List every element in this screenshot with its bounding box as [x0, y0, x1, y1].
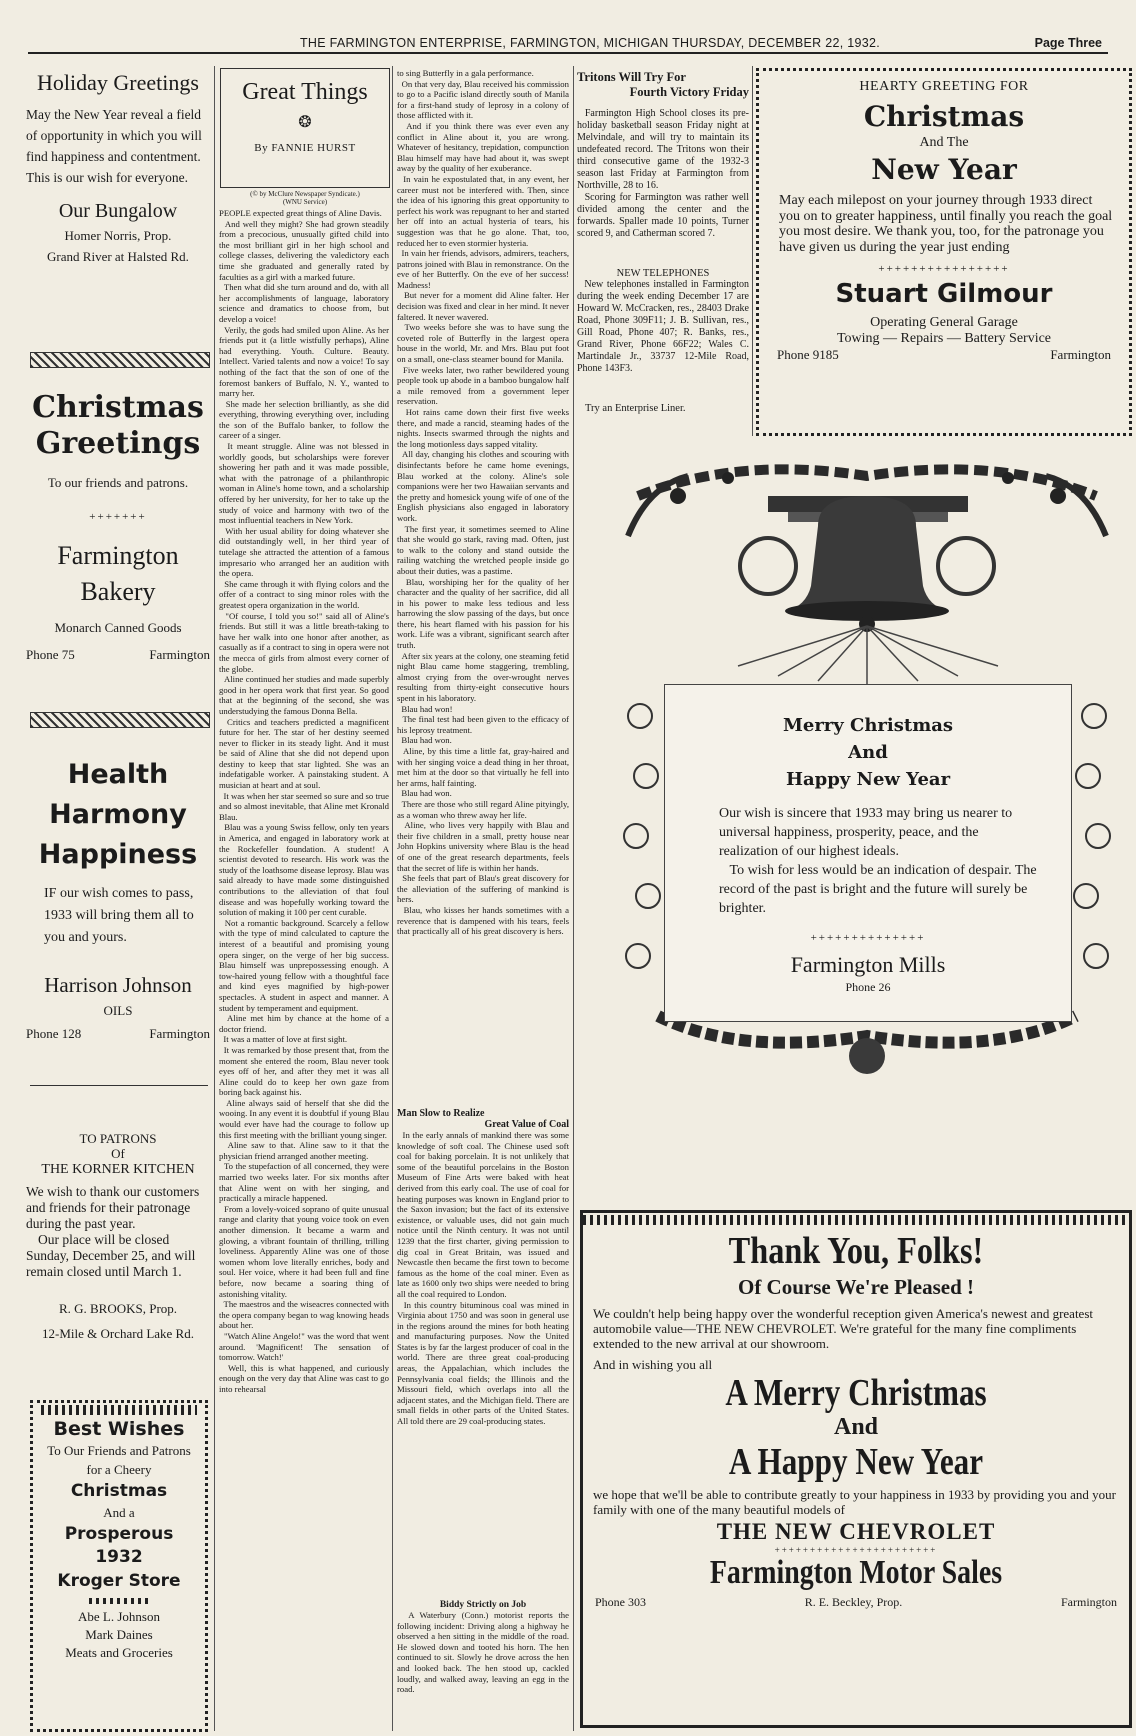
- phone: Phone 75: [26, 647, 75, 662]
- telephones-article: [577, 268, 752, 414]
- korner-kitchen-ad: [26, 1130, 210, 1342]
- kroger-ad: [30, 1400, 208, 1732]
- ad-heading-line1: Christmas: [32, 390, 204, 425]
- phone: Phone 303: [595, 1595, 646, 1609]
- phone: Phone 128: [26, 1026, 82, 1041]
- ad-body-2: Our place will be closed Sunday, December 25, and will remain closed until March 1.: [26, 1232, 196, 1279]
- mills-text-box: [664, 684, 1072, 1022]
- heading-christmas: Christmas: [863, 100, 1025, 133]
- page-number: Page Three: [1034, 36, 1102, 50]
- story-byline: By FANNIE HURST: [254, 142, 356, 154]
- masthead: [0, 32, 1136, 62]
- ornament-border: [30, 712, 210, 728]
- proprietor: Homer Norris, Prop.: [64, 228, 172, 243]
- story-column-2: to sing Butterfly in a gala performance. On that very day, Blau received his commission to go to a Pacific island directly south of Manila for a first-hand study of leprosy in a colony of those afflicted with it. And if you think there was ever even any conflict in Aline about it, you are wrong. Whatever of hesitancy, trepidation, compunction Blau himself may have had about it, was swept away by the quality of her exuberance. In vain he expostulated that, in any event, her career must not be interfered with. Then, since the idea of his ignoring this great opportunity to perfect his work was repugnant to her and started her off into an actual hysteria of tears, his suggestion was that he go alone. That, too, reduced her to even stormier hysteria. In vain her friends, advisors, admirers, teachers, patrons joined with Blau in remonstrance. On the eve of her Butterfly. On the eve of her success! Madness! But never for a moment did Aline falter. Her decision was fixed and clear in her mind. It never faltered. It never wavered. Two weeks before she was to have sung the coveted role of Butterfly in the largest opera house in the world, Mr. and Mrs. Blau put foot on a small, one-class steamer bound for Manila. Five weeks later, two rather bewildered young people took up abode in a bamboo bungalow half a mile removed from a government leper reservation. Hot rains came down their first five weeks there, and made a rancid, steaming hades of the nights. Insects swarmed through the nights and the long motionless days sapped vitality. All day, changing his clothes and scouring with disinfectants before he came home evenings, Blau worked at the colony. Aline's sole companions were her two Hawaiian servants and the pretty and homesick young wife of one of the English physicians also engaged in laboratory work. The first year, it sometimes seemed to Aline that she would go stark, raving mad. Often, just to walk to the colony and stand outside the railing watching the wretched people inside go about their duties, was a pastime. Blau, worshiping her for the quality of her character and the quality of her sacrifice, did all in his power to make less tedious and less harrowing the slow passing of the days, but once there, his heart flamed with his passion for his work. Life was a vibrant, significant search after truth. After six years at the colony, one steaming fetid night Blau came home staggering, trembling, almost crying from the over-wrought nerves resulting from thirty-eight consecutive hours spent in his laboratory. Blau had won! The final test had been given to the efficacy of his leprosy treatment. Blau had won. Aline, by this time a little fat, gray-haired and with her singing voice a dead thing in her throat, met him at the door so that virtually he fell into her arms, half fainting. Blau had won. There are those who still regard Aline pityingly, as a woman who threw away her life. Aline, who lives very happily with Blau and their five children in a small, pretty house near John Hopkins university where Blau is the head of one of the great research departments, feels that the secret of life is within her hands. She feels that part of Blau's great discovery for the alleviation of the suffering of mankind is hers. Blau, who kisses her hands sometimes with a reverence that is dampened with his tears, feels that practically all of his great discovery is hers.: [397, 68, 570, 937]
- address: Grand River at Halsted Rd.: [47, 249, 189, 264]
- biddy-article: [397, 1600, 572, 1720]
- proprietor: R. E. Beckley, Prop.: [804, 1595, 903, 1609]
- heading-merry-christmas: A Merry Christmas: [725, 1372, 987, 1414]
- ornament-border: [30, 352, 210, 368]
- article-headline: NEW TELEPHONES: [616, 268, 710, 279]
- business-name-line1: Farmington: [57, 541, 179, 570]
- line: And a: [103, 1505, 135, 1520]
- line: for a Cheery: [86, 1462, 152, 1477]
- column-rule: [214, 66, 215, 1731]
- ad-heading-line2: Greetings: [35, 426, 201, 461]
- heading-and: And: [848, 742, 888, 763]
- masthead-rule: [28, 52, 1108, 54]
- town: Farmington: [149, 1026, 210, 1041]
- heading-and: And The: [919, 135, 969, 150]
- heading-happy-new-year: A Happy New Year: [728, 1441, 984, 1483]
- heading: Merry Christmas: [782, 715, 954, 736]
- business-name: Kroger Store: [57, 1571, 181, 1591]
- ornament-border: [89, 1598, 149, 1604]
- goods-line: Monarch Canned Goods: [54, 620, 182, 635]
- heading-harmony: Harmony: [49, 799, 187, 830]
- subheading: Of Course We're Pleased !: [737, 1275, 974, 1299]
- ornament-border: [583, 1215, 1129, 1225]
- gilmour-ad: [756, 68, 1132, 436]
- tritons-article: [577, 70, 749, 256]
- heading-line3: THE KORNER KITCHEN: [41, 1162, 195, 1177]
- ad-body: To our friends and patrons.: [47, 475, 189, 490]
- business-name: Our Bungalow: [58, 200, 178, 222]
- ad-body: Our wish is sincere that 1933 may bring us nearer to universal happiness, prosperity, peace, and the realization of our highest ideals. To wish for less would be an indication of despair. The record of the past is bright and the future will surely be brighter.: [719, 806, 1037, 916]
- business-name-line2: Bakery: [80, 577, 156, 606]
- name-line: Mark Daines: [85, 1627, 153, 1642]
- proprietor: R. G. BROOKS, Prop.: [58, 1301, 178, 1316]
- heading-line1: TO PATRONS: [79, 1131, 157, 1146]
- subtitle: Operating General Garage: [870, 315, 1018, 330]
- phone: Phone 26: [845, 980, 891, 994]
- motor-sales-ad: [580, 1210, 1132, 1728]
- coal-article: [397, 1108, 569, 1560]
- business-name: Stuart Gilmour: [835, 279, 1053, 309]
- story-header-box: [220, 68, 390, 188]
- name-line: Abe L. Johnson: [78, 1609, 160, 1624]
- article-body: New telephones installed in Farmington during the week ending December 17 are Howard W. McCracken, res., 28403 Drake Road, Phone 309F11; J. B. Sullivan, res., Gill Road, Phone 407; R. Banks, res., Grand River, Phone 66F22; Wales C. Martindale Jr., 33737 12-Mile Road, Phone 143F3.: [577, 279, 752, 374]
- ornament-border: [41, 1405, 197, 1415]
- heading-health: Health: [67, 759, 169, 790]
- ad-body: May the New Year reveal a field of opportunity in which you will find happiness and contentment. This is our wish for everyone.: [26, 107, 202, 185]
- town: Farmington: [149, 647, 210, 662]
- article-headline: Man Slow to Realize: [397, 1108, 485, 1119]
- heading: HEARTY GREETING FOR: [859, 79, 1029, 94]
- heading: Thank You, Folks!: [728, 1230, 984, 1272]
- cross-divider: ++++++++++++++++: [878, 263, 1010, 275]
- cross-divider: +++++++: [89, 511, 147, 523]
- article-headline: Tritons Will Try For: [577, 70, 686, 84]
- ad-body: We wish to thank our customers and friends for their patronage during the past year.: [26, 1184, 200, 1231]
- ad-heading: Holiday Greetings: [37, 70, 199, 95]
- business-name: Harrison Johnson: [44, 973, 192, 997]
- article-headline-2: Great Value of Coal: [484, 1119, 569, 1130]
- harrison-ad: [26, 755, 210, 1042]
- divider: [30, 1085, 208, 1086]
- model-name: THE NEW CHEVROLET: [716, 1519, 996, 1544]
- services: Towing — Repairs — Battery Service: [836, 331, 1052, 346]
- column-rule: [573, 66, 574, 1731]
- story-column-1: PEOPLE expected great things of Aline Davis. And well they might? She had grown steadily from a precocious, unusually gifted child into the most brilliant girl in her high school and college classes, delivering the valedictory each time she graduated and generally rated by faculties as a girl with a marked future. Then what did she turn around and do, with all her accomplishments of language, laboratory science and dramatics to choose from, but develop a voice! Verily, the gods had smiled upon Aline. As her friends put it (a little wistfully perhaps), Aline had everything. Youth. Culture. Beauty. Intellect. Varied talents and now a voice! To say nothing of the fact that the son of one of the foremost bankers of Buffalo, N. Y., wanted to marry her. She made her selection brilliantly, as she did everything, throwing everything over, including the son of the Buffalo banker, to follow the career of a singer. It meant struggle. Aline was not blessed in worldly goods, but scholarships were forever showering her path and it was made possible, what with the patronage of a philanthropic woman in Aline's home town, and a scholarship offered by her university, for her to take up the study of voice and harmony with two of the most influential teachers in New York. With her usual ability for doing whatever she did outstandingly well, in her third year of tutelage she attracted the attention of a famous impresario who arranged her an audition with the opera. She came through it with flying colors and the offer of a contract to sing minor roles with the greatest opera organization in the world. "Of course, I told you so!" said all of Aline's friends. But still it was a little breath-taking to have her walk into one honor after another, as casually as if a contract to sing in opera were not the mecca of girls from almost every corner of the globe. Aline continued her studies and made superbly good in her opera work that first year. So good that at the beginning of the second, she was understudying the famous Donna Bella. Critics and teachers predicted a magnificent future for her. The star of her destiny seemed never to flicker in its steady light. And it must be said of Aline that she did not depend upon destiny to keep that star lighted. She was an indefatigable worker. A painstaking student. A musician at heart and at soul. It was when her star seemed so sure and so true and so almost inevitable, that Aline met Kronald Blau. Blau was a young Swiss fellow, only ten years in America, and engaged in laboratory work at the Rockefeller foundation. A student! A scientist devoted to research. His work was the study of the loathsome disease leprosy. Blau was said already to have made some distinguished contributions to the alleviation of that foul disease and was hopefully working toward the solution of making it 100 per cent curable. Not a romantic background. Scarcely a fellow with the type of mind calculated to capture the interest of a beautiful and promising young opera singer, on the verge of her big success. Blau himself was unprepossessing enough. A tow-haired young fellow with a thoughtful face and kind eyes magnified by high-power spectacles. A student in aspect and manner. A student by temperament and equipment. Aline met him by chance at the home of a doctor friend. It was a matter of love at first sight. It was remarked by those present that, from the moment she entered the room, Blau never took eyes off of her, and after they met it was all Aline could do to keep her own gaze from boring back against his. Aline always said of herself that she did the wooing. In any event it is doubtful if young Blau would ever have had the courage to follow up this first meeting with the brilliant young singer. Aline saw to that. Aline saw to it that the physician friend arranged another meeting. To the stupefaction of all concerned, they were married two weeks later. For six months after that Aline went on with her singing, and practically a miracle happened. From a lovely-voiced soprano of quite unusual range and clarity that young voice took on even another dimension. It became a warm and glowing, a vibrant fountain of thrilling, trilling loveliness. Apparently Aline was one of those women whom love literally enriches, body and soul. Her voice, where it had been full and fine before, now became a soaring thing of astonishing vitality. The maestros and the wiseacres connected with the opera company began to wag knowing heads about her. "Watch Aline Angelo!" was the word that went around. 'Magnificent! The sensation of tomorrow. Watch!' Well, this is what happened, and curiously enough on the very day that Aline was cast to go into rehearsal: [219, 208, 390, 1394]
- heading: Christmas: [70, 1481, 168, 1501]
- story-title: Great Things: [242, 79, 368, 105]
- ad-intro: And in wishing you all: [593, 1357, 713, 1372]
- heading: Best Wishes: [53, 1418, 185, 1440]
- heading: Happy New Year: [785, 769, 951, 790]
- bungalow-ad: [26, 70, 210, 265]
- ad-body: May each milepost on your journey through 1933 direct you on to greater happiness, until finally you reach the goal you most desire. We thank you, too, for the patronage you have given us during the year just ending: [779, 193, 1113, 255]
- column-rule: [392, 66, 393, 1731]
- business-name: Farmington Motor Sales: [709, 1554, 1003, 1591]
- ad-body: IF our wish comes to pass, 1933 will bring them all to you and yours.: [44, 886, 194, 945]
- liner-note: Try an Enterprise Liner.: [585, 403, 686, 414]
- town: Farmington: [1060, 1595, 1117, 1609]
- phone: Phone 9185: [777, 347, 839, 362]
- address: 12-Mile & Orchard Lake Rd.: [42, 1326, 194, 1341]
- article-body: In the early annals of mankind there was some knowledge of soft coal. The Chinese used soft coal for baking porcelain. It is not unlikely that some of the beautiful porcelains in the Boston Museum of Fine Arts were baked with heat derived from this early coal. The use of coal for heating purposes was known in England prior to the Saxon invasion; but the fact of its extensive existence, or valuable uses, did not gain much notice until the Ninth century. It was not until 1239 that the first charter, giving permission to dig coal in Great Britain, was issued and Newcastle then became the first town to become famous as the home of the coal miner. Even as late as 1600 only two ships were needed to bring all the coal required to London. In this country bituminous coal was mined in Virginia about 1750 and was soon in general use in the regions around the mines for both heating and manufacturing purposes. Now the United States is by far the largest producer of coal in the world. There are three great coal-producing areas, the Appalachian, which includes the Pennsylvania coal fields; the Illinois and the Missouri field, which overlaps into all the adjacent states, and the Michigan field. There are small fields in other parts of the United States. All told there are 29 coal-producing states.: [397, 1130, 569, 1427]
- bakery-ad: [26, 390, 210, 663]
- heading-happiness: Happiness: [38, 839, 198, 870]
- cross-divider: ++++++++++++++: [810, 932, 926, 944]
- article-body: A Waterbury (Conn.) motorist reports the following incident: Driving along a highway he observed a hen sitting in the middle of the road. He slowed down and tooted his horn. The hen continued to sit. Slowly he drove across the hen and looked back. The hen stood up, cackled loudly, and walked away, leaving an egg in the road.: [397, 1610, 572, 1695]
- oils-line: OILS: [103, 1003, 133, 1018]
- heading: Prosperous: [64, 1524, 174, 1544]
- year: 1932: [95, 1547, 143, 1567]
- masthead-title: THE FARMINGTON ENTERPRISE, FARMINGTON, MICHIGAN THURSDAY, DECEMBER 22, 1932.: [300, 36, 881, 50]
- ad-body-2: we hope that we'll be able to contribute greatly to your happiness in 1933 by providing you and your family with one of the many beautiful models of: [593, 1487, 1116, 1517]
- heading-and: And: [833, 1414, 879, 1440]
- heading-line2: Of: [111, 1146, 125, 1161]
- syndicate-credit: (© by McClure Newspaper Syndicate.) (WNU Service): [250, 190, 360, 206]
- name-line: Meats and Groceries: [65, 1645, 173, 1660]
- business-name: Farmington Mills: [790, 952, 946, 977]
- heading-new-year: New Year: [871, 153, 1017, 186]
- column-rule: [752, 66, 753, 436]
- ad-body: We couldn't help being happy over the wonderful reception given America's newest and greatest automobile value—THE NEW CHEVROLET. We're grateful for the many fine compliments extended to the new arrival at our showroom.: [593, 1306, 1093, 1351]
- article-headline-2: Fourth Victory Friday: [629, 85, 749, 99]
- cross-divider: +++++++++++++++++++++++: [774, 1545, 938, 1555]
- ornament-icon: ❂: [298, 114, 312, 131]
- article-headline: Biddy Strictly on Job: [439, 1600, 527, 1610]
- article-body: Farmington High School closes its pre-holiday basketball season Friday night at Melvindale, and will try to maintain its undefeated record. The Tritons won their third consecutive game of the 1932-3 season last Friday at Farmington from Northville, 28 to 16. Scoring for Farmington was rather well divided among the center and the forwards. Spaller made 10 points, Turner scored 9, and Catherman scored 7.: [577, 108, 749, 239]
- line: To Our Friends and Patrons: [47, 1443, 191, 1458]
- town: Farmington: [1050, 347, 1111, 362]
- mills-ad: [618, 456, 1116, 1088]
